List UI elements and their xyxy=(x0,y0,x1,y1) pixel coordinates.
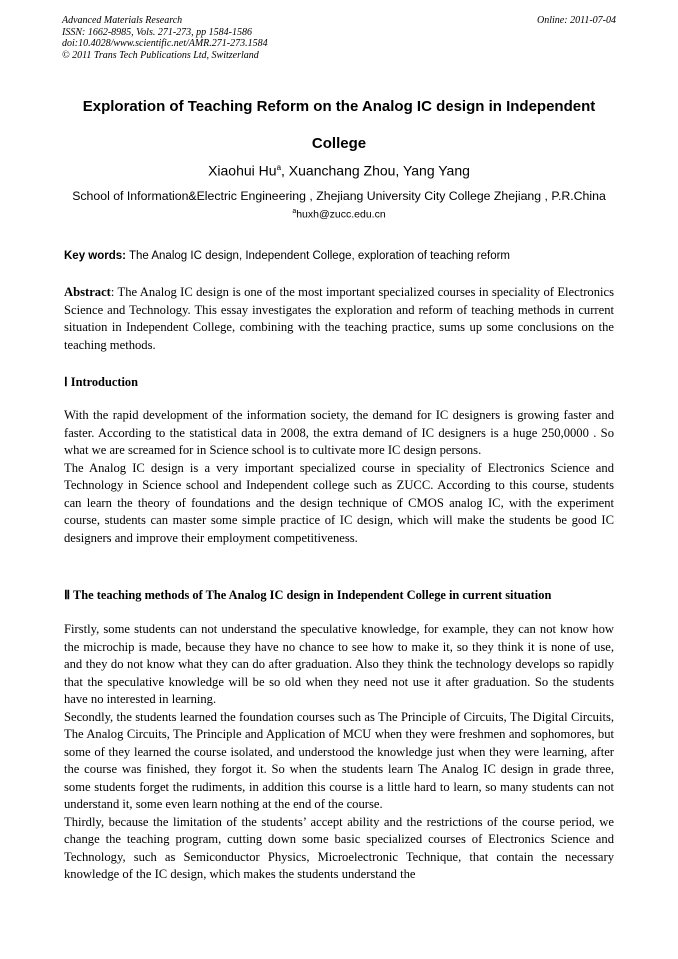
paper-title xyxy=(40,88,638,162)
paragraph: The Analog IC design is a very important specialized course in speciality of Electronics Science and Technology in Science school and Independent college such as ZUCC. According to this course, students can learn the theory of foundations and the design technique of CMOS analog IC, with the experiment course, students can master some simple practice of IC design, which will make the students be good IC designers and improve their employment competitiveness. xyxy=(64,460,614,545)
section-heading-teaching-methods: Ⅱ The teaching methods of The Analog IC design in Independent College in current situation xyxy=(64,588,552,602)
keywords-label: Key words: xyxy=(64,250,126,262)
doi-line: doi:10.4028/www.scientific.net/AMR.271-273.1584 xyxy=(62,38,268,49)
abstract-paragraph xyxy=(64,284,614,354)
copyright-line: © 2011 Trans Tech Publications Ltd, Switzerland xyxy=(62,49,259,61)
paragraph: Firstly, some students can not understand the speculative knowledge, for example, they can not know how the microchip is made, because they have no chance to see how to make it, so they think it is none of use, and they do not know what they can do after graduation. Also they think the technology develops so rapidly that the speculative knowledge will be so old when they need not use it after graduation. So the students have no interested in learning. xyxy=(64,622,614,706)
author-list xyxy=(40,158,638,181)
keywords xyxy=(64,248,616,264)
section-body-teaching-methods xyxy=(64,621,614,884)
keywords-text: The Analog IC design, Independent College, exploration of teaching reform xyxy=(126,250,511,262)
author-rest: , Xuanchang Zhou, Yang Yang xyxy=(281,162,470,179)
affiliation: School of Information&Electric Engineering , Zhejiang University City College Zhejiang , P.R.China xyxy=(72,189,606,203)
author-email xyxy=(40,205,638,222)
journal-header xyxy=(62,15,616,61)
issn-line: ISSN: 1662-8985, Vols. 271-273, pp 1584-1586 xyxy=(62,26,252,38)
section-body-introduction xyxy=(64,407,614,547)
paragraph: Secondly, the students learned the foundation courses such as The Principle of Circuits, The Digital Circuits, The Analog Circuits, The Principle and Application of MCU when they were freshmen and sophomores, but some of they learned the course isolated, and understood the knowledge just when they were learning, after the course was finished, they forgot it. So when the students learn The Analog IC design in grade three, some students forget the rudiments, in addition this course is a little hard to learn, so many students can not understand it, some even learn nothing at the end of the course. xyxy=(64,709,614,811)
abstract xyxy=(64,284,614,354)
email-sup: a xyxy=(292,208,297,215)
online-date: Online: 2011-07-04 xyxy=(537,15,616,26)
journal-name: Advanced Materials Research xyxy=(62,15,183,26)
title-line-1: Exploration of Teaching Reform on the Analog IC design in Independent xyxy=(82,98,596,115)
paragraph: Thirdly, because the limitation of the students’ accept ability and the restrictions of the course period, we change the teaching program, cutting down some basic specialized courses of Electronics Science and Technology, such as Semiconductor Physics, Microelectronic Technique, that contain the necessary knowledge of the IC design, which makes the students understand the xyxy=(64,814,614,881)
email-address: huxh@zucc.edu.cn xyxy=(296,208,386,221)
author-first: Xiaohui Hu xyxy=(208,162,277,179)
abstract-label: Abstract xyxy=(64,285,111,299)
abstract-text: : The Analog IC design is one of the most important specialized courses in speciality of Electronics Science and Technology. This essay investigates the exploration and reform of teaching methods in current situation in Independent College, combining with the teaching practice, sums up some conclusions on the teaching methods. xyxy=(64,285,614,352)
title-line-2: College xyxy=(311,135,367,152)
section-heading-introduction: Ⅰ Introduction xyxy=(64,375,138,389)
author-first-sup: a xyxy=(276,163,282,172)
paragraph: With the rapid development of the information society, the demand for IC designers is growing faster and faster. According to the statistical data in 2008, the extra demand of IC designers is a huge 250,0000 . So what we are screamed for in Science school is to cultivate more IC design persons. xyxy=(64,408,614,457)
